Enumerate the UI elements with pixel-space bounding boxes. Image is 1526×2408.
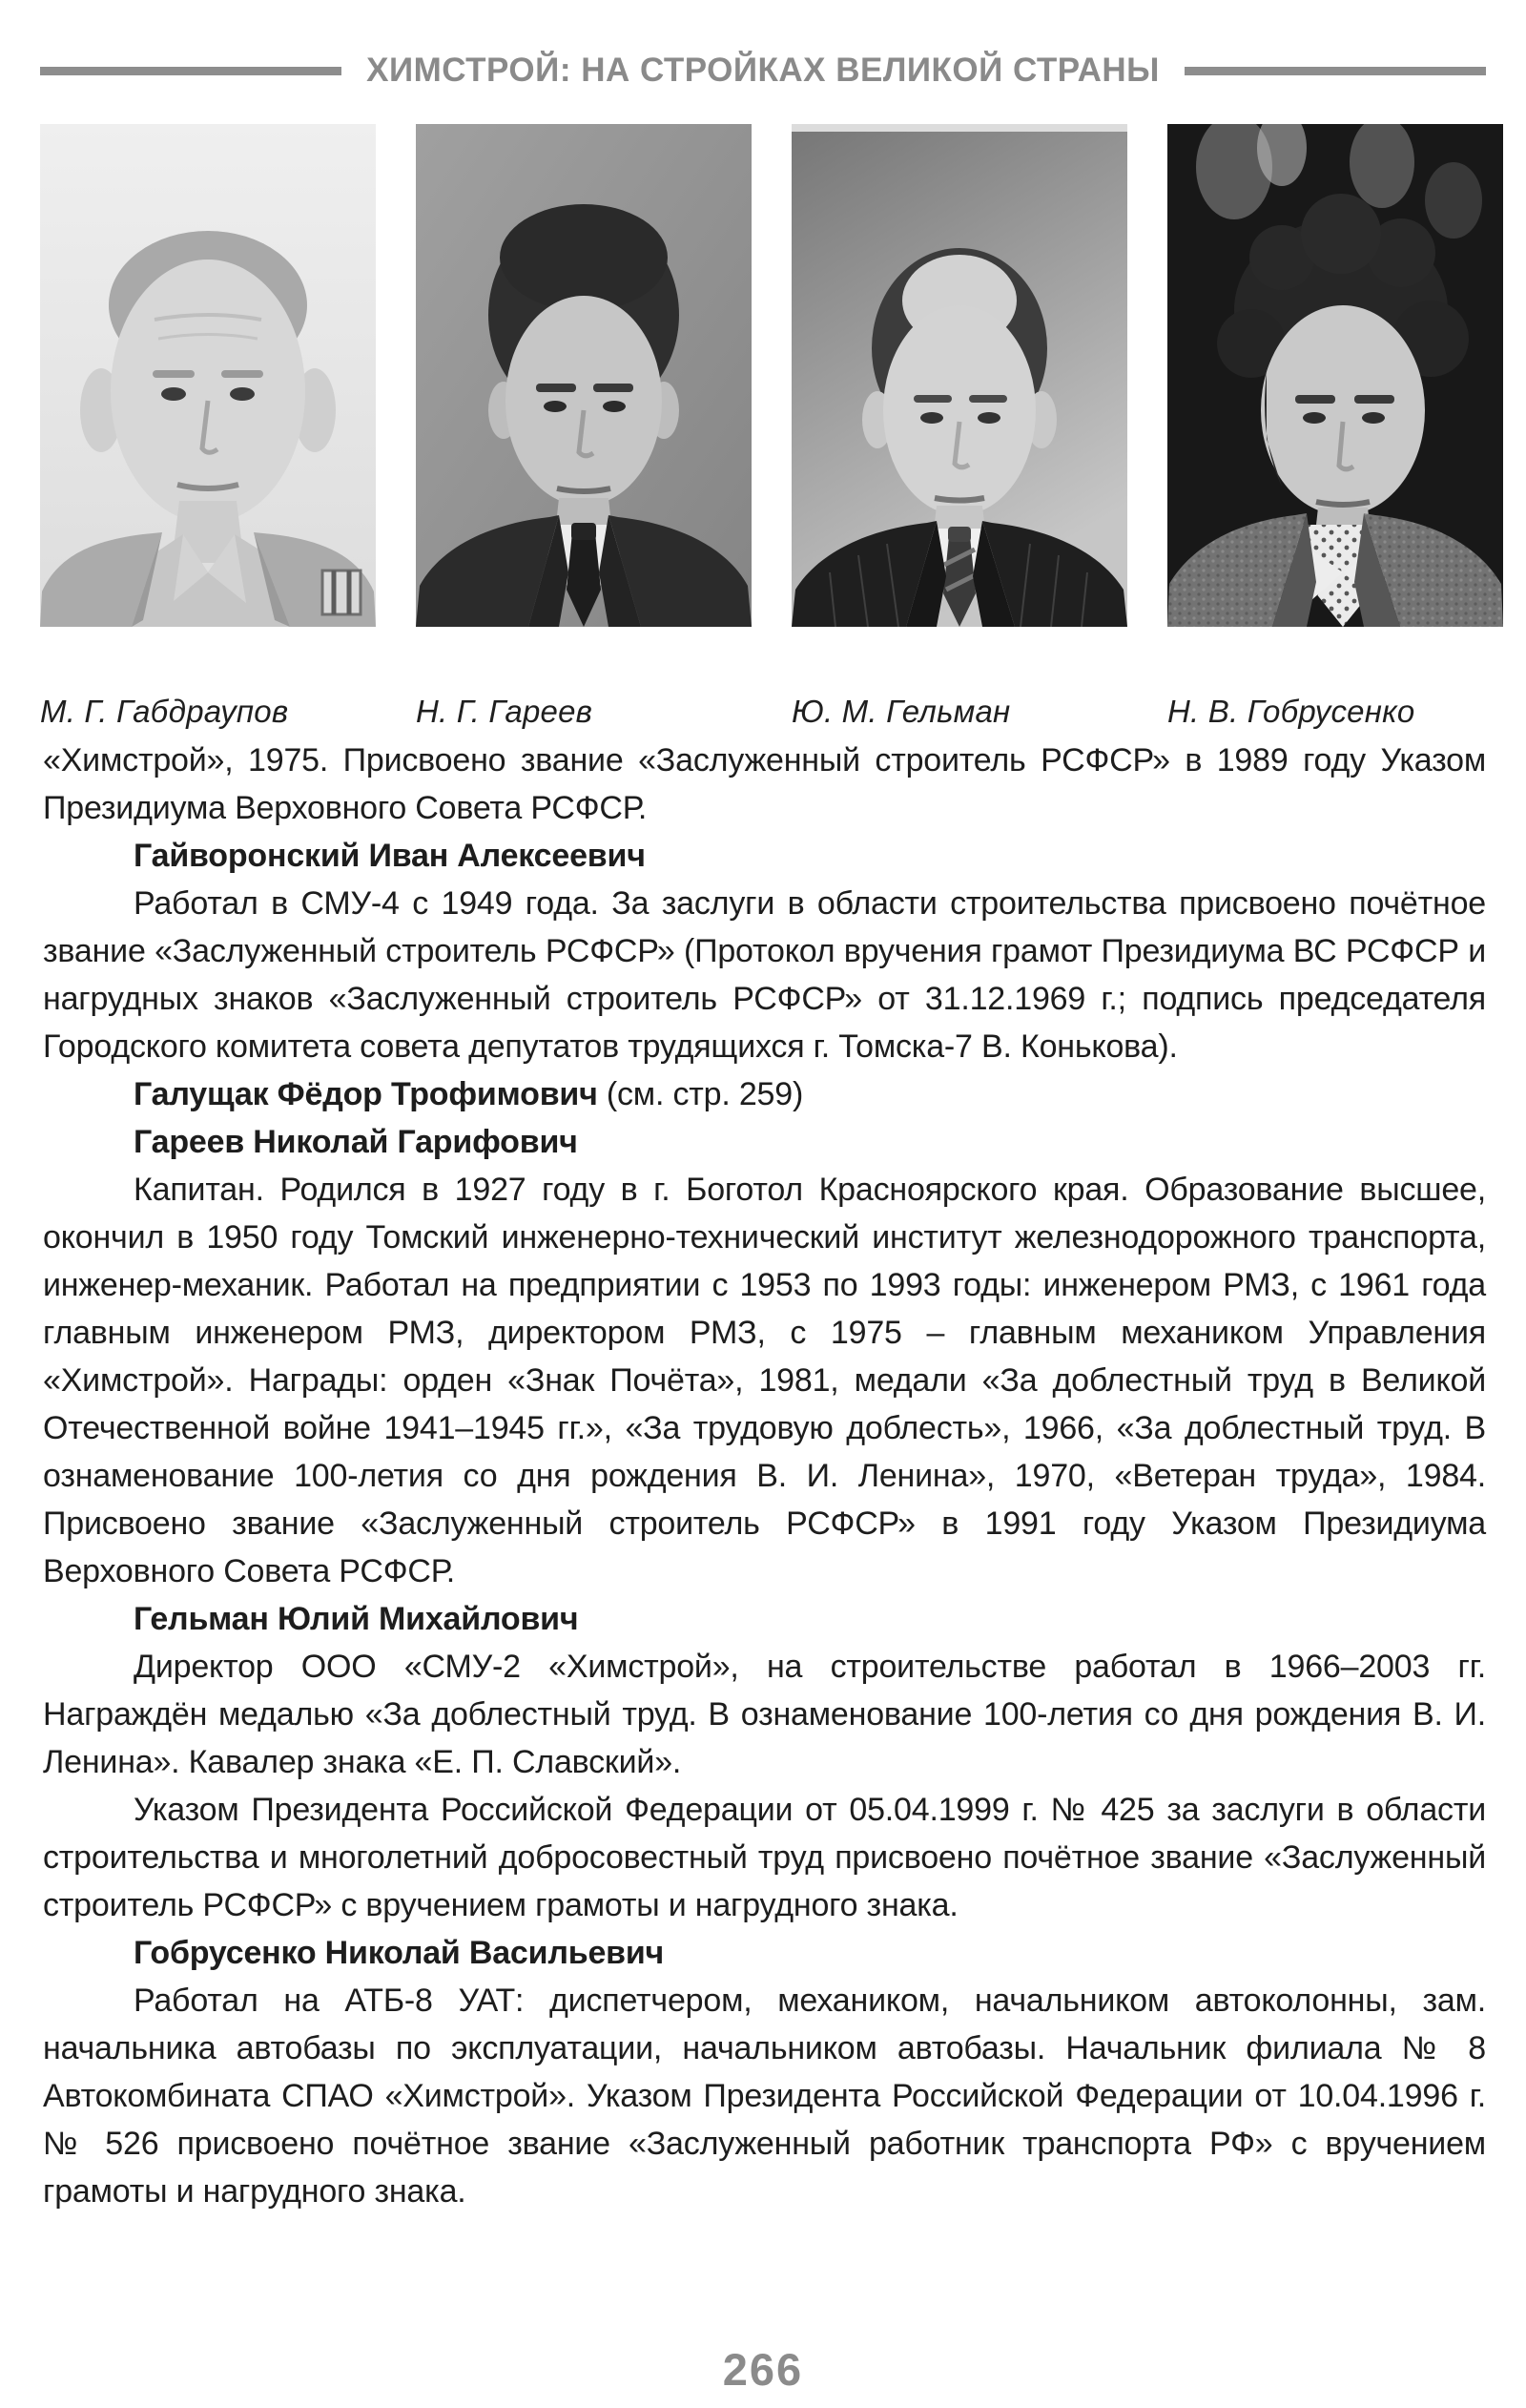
portrait-image-gelman <box>792 124 1127 627</box>
photo-caption: Н. В. Гобрусенко <box>1167 694 1415 729</box>
photo-caption: Ю. М. Гельман <box>792 694 1011 729</box>
portrait-figure-gareev <box>416 124 752 730</box>
bio-heading-with-note <box>43 1070 1486 1118</box>
bio-heading: Гареев Николай Гарифович <box>134 1124 578 1160</box>
portrait-figure-gelman <box>792 124 1127 730</box>
page-number: 266 <box>722 2344 804 2395</box>
bio-heading: Галущак Фёдор Трофимович <box>134 1076 598 1112</box>
body-text <box>43 737 1486 2215</box>
bio-paragraph: Работал в СМУ-4 с 1949 года. За заслуги в области строительства присвоено почётное звание «Заслуженный строитель РСФСР» (Протокол вручения грамот Президиума ВС РСФСР и нагрудных знаков «Заслуженный строитель РСФСР» от 31.12.1969 г.; подпись председателя Городского комитета совета депутатов трудящихся г. Томска-7 В. Конькова). <box>43 885 1486 1065</box>
bio-heading: Гельман Юлий Михайлович <box>134 1601 579 1637</box>
portrait-figure-gabdraupov <box>40 124 376 730</box>
bio-paragraph: «Химстрой», 1975. Присвоено звание «Заслуженный строитель РСФСР» в 1989 году Указом Президиума Верховного Совета РСФСР. <box>43 742 1486 826</box>
bio-heading-note: (см. стр. 259) <box>597 1076 804 1112</box>
portrait-image-gobrusenko <box>1167 124 1503 627</box>
photo-caption: Н. Г. Гареев <box>416 694 593 729</box>
medal-ribbon <box>322 571 361 614</box>
header-rule-left <box>40 67 341 75</box>
bio-paragraph: Указом Президента Российской Федерации от 05.04.1999 г. № 425 за заслуги в области строительства и многолетний добросовестный труд присвоено почётное звание «Заслуженный строитель РСФСР» с вручением грамоты и нагрудного знака. <box>43 1792 1486 1923</box>
bio-paragraph: Директор ООО «СМУ-2 «Химстрой», на строительстве работал в 1966–2003 гг. Награждён медалью «За доблестный труд. В ознаменование 100-летия со дня рождения В. И. Ленина». Кавалер знака «Е. П. Славский». <box>43 1649 1486 1780</box>
bio-heading: Гобрусенко Николай Васильевич <box>134 1935 665 1971</box>
page-header-title: ХИМСТРОЙ: НА СТРОЙКАХ ВЕЛИКОЙ СТРАНЫ <box>366 52 1160 89</box>
bio-paragraph: Работал на АТБ-8 УАТ: диспетчером, механиком, начальником автоколонны, зам. начальника автобазы по эксплуатации, начальником автобазы. Начальник филиала № 8 Автокомбината СПАО «Химстрой». Указом Президента Российской Федерации от 10.04.1996 г. № 526 присвоено почётное звание «Заслуженный работник транспорта РФ» с вручением грамоты и нагрудного знака. <box>43 1982 1486 2210</box>
portrait-image-gareev <box>416 124 752 627</box>
portrait-figure-gobrusenko <box>1167 124 1503 730</box>
photo-caption: М. Г. Габдраупов <box>40 694 289 729</box>
portrait-image-gabdraupov <box>40 124 376 627</box>
running-head <box>40 46 1486 95</box>
header-rule-right <box>1185 67 1486 75</box>
portrait-photo-row <box>40 124 1503 730</box>
bio-paragraph: Капитан. Родился в 1927 году в г. Боготол Красноярского края. Образование высшее, окончил в 1950 году Томский инженерно-технический институт железнодорожного транспорта, инженер-механик. Работал на предприятии с 1953 по 1993 годы: инженером РМЗ, с 1961 года главным инженером РМЗ, директором РМЗ, с 1975 – главным механиком Управления «Химстрой». Награды: орден «Знак Почёта», 1981, медали «За доблестный труд в Великой Отечественной войне 1941–1945 гг.», «За трудовую доблесть», 1966, «За доблестный труд. В ознаменование 100-летия со дня рождения В. И. Ленина», 1970, «Ветеран труда», 1984. Присвоено звание «Заслуженный строитель РСФСР» в 1991 году Указом Президиума Верховного Совета РСФСР. <box>43 1172 1486 1589</box>
bio-heading: Гайворонский Иван Алексеевич <box>134 838 646 874</box>
